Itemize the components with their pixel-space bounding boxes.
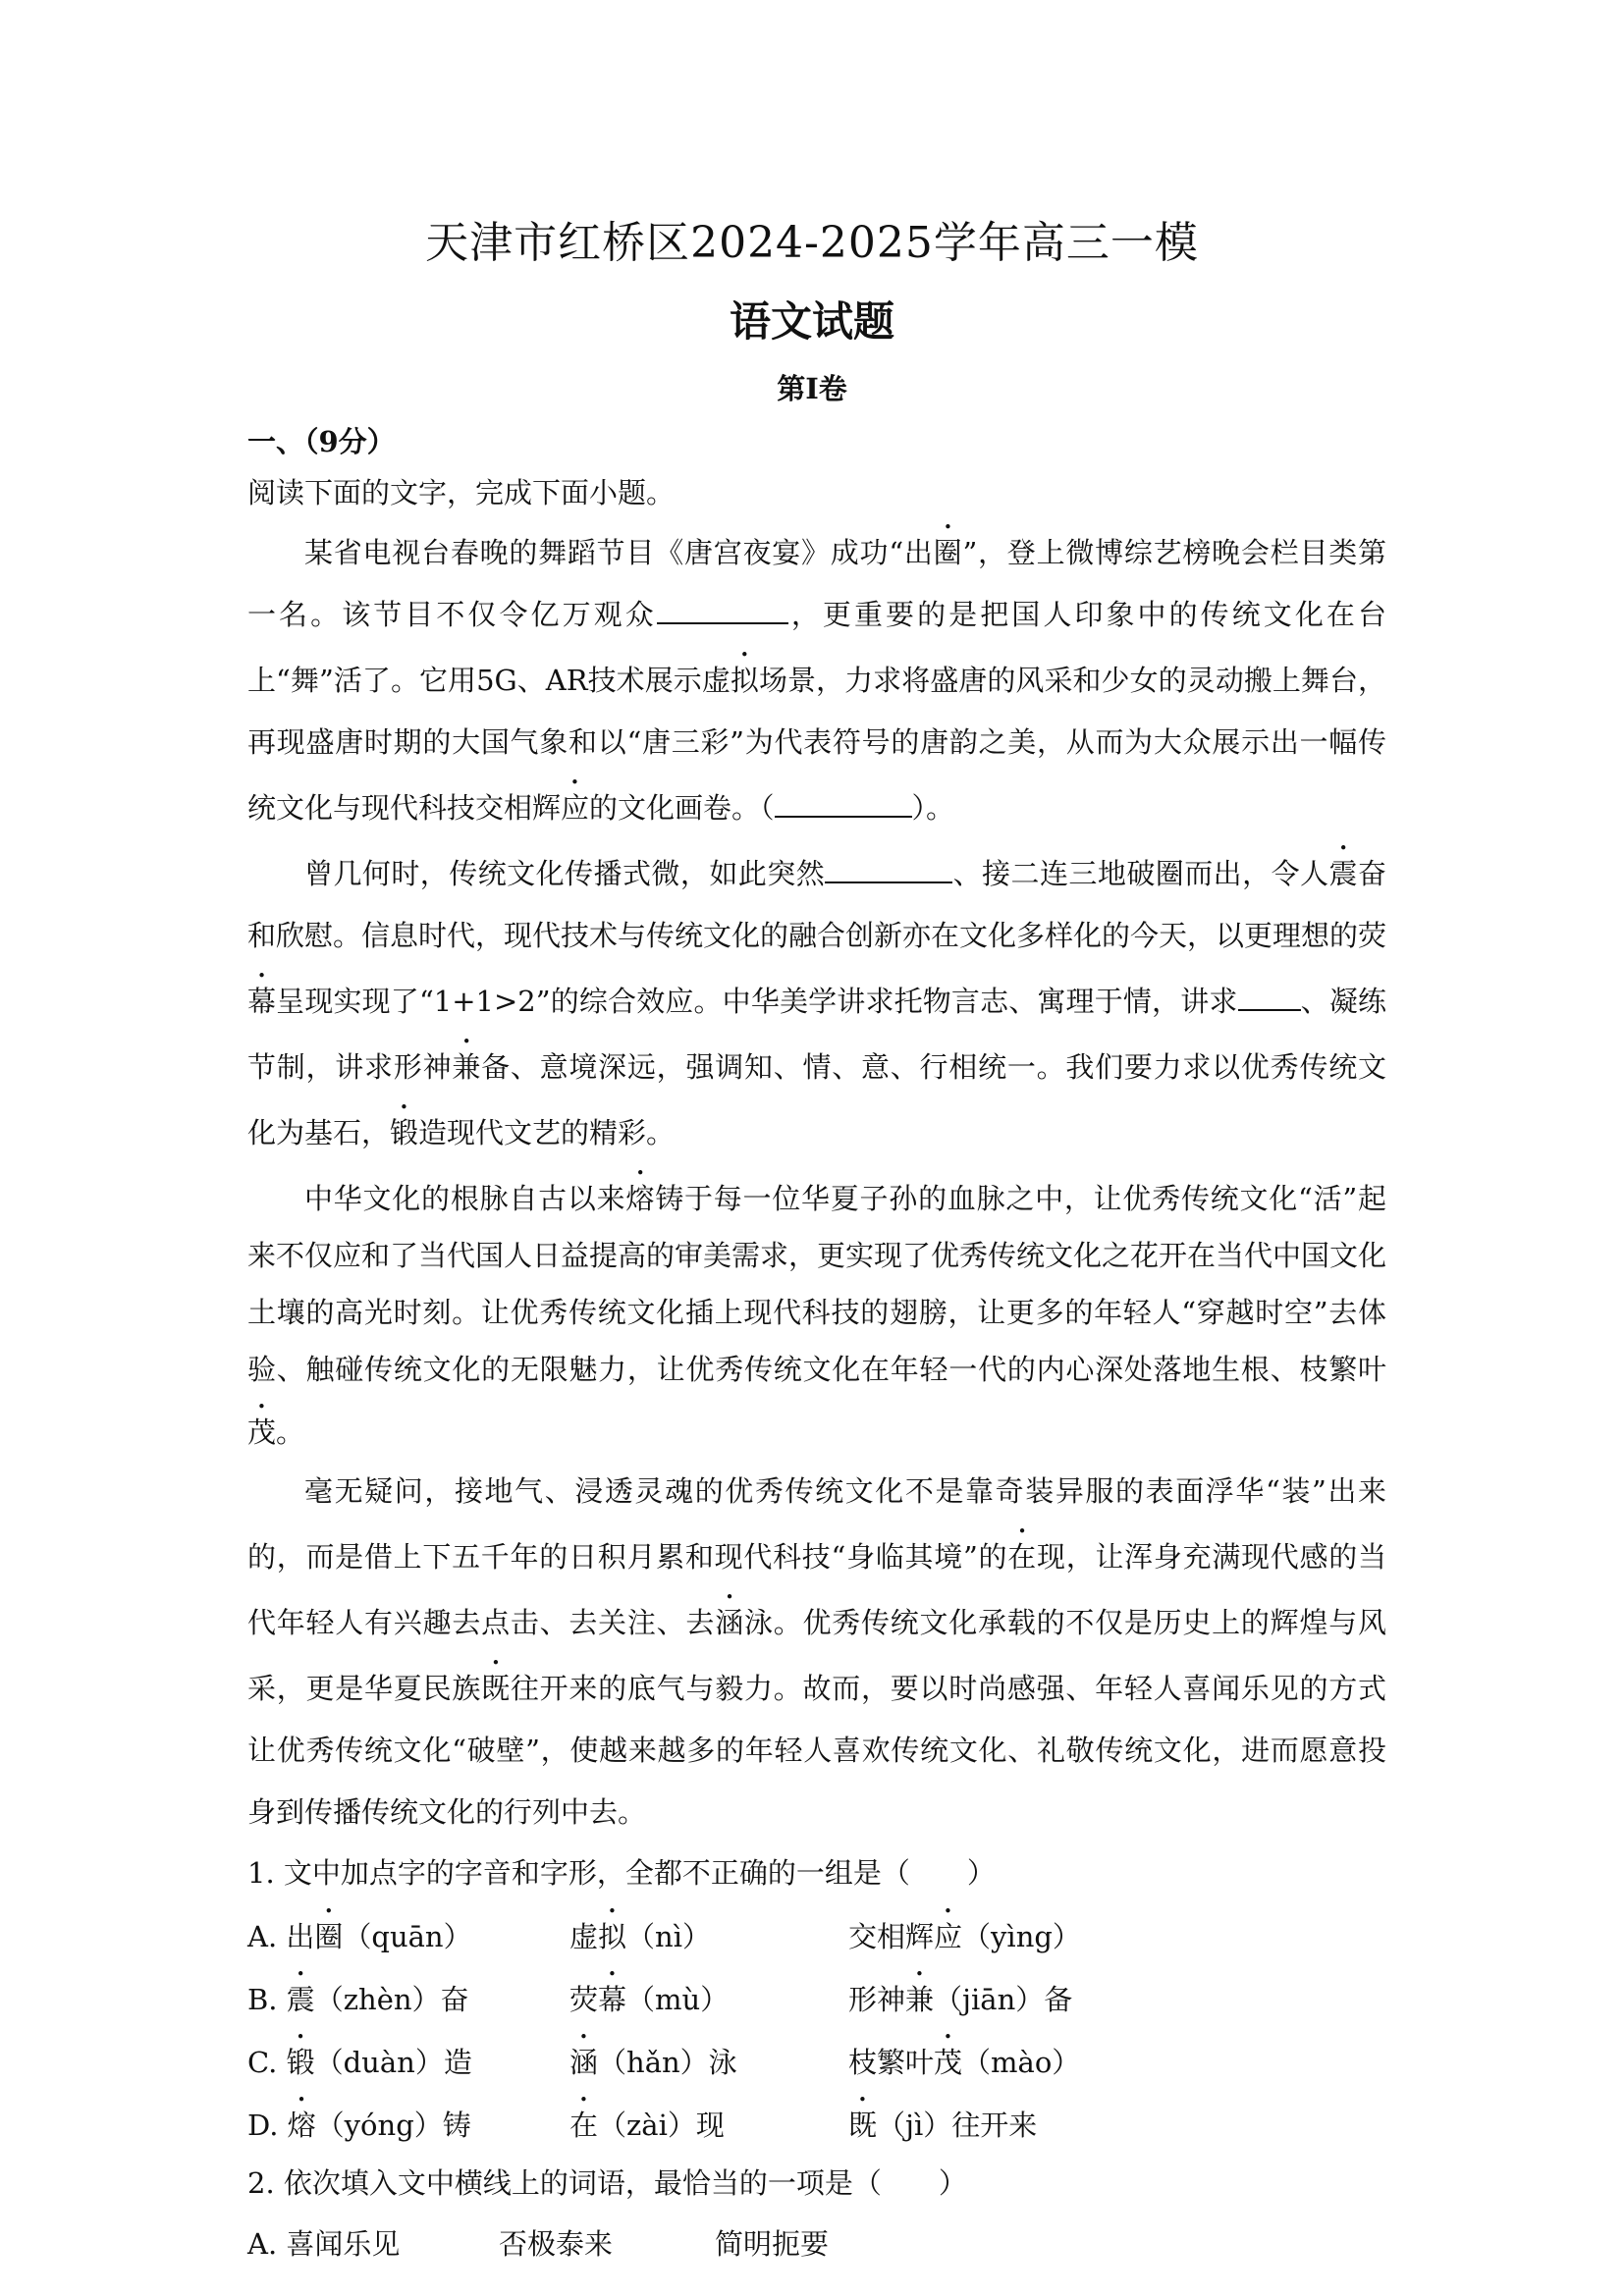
fill-blank-1 [657, 618, 788, 624]
exam-subtitle: 语文试题 [729, 297, 894, 346]
dotted-char: 震 [1328, 857, 1358, 890]
dotted-char: 涵 [569, 2046, 599, 2079]
dotted-char: 应 [934, 1920, 963, 1953]
question-1-stem: 1. 文中加点字的字音和字形，全都不正确的一组是（ ） [247, 1856, 996, 1890]
dotted-char: 在 [1007, 1540, 1037, 1574]
dotted-char: 锻 [286, 2046, 315, 2079]
passage-paragraph-1: 某省电视台春晚的舞蹈节目《唐宫夜宴》成功“出圈”，登上微博综艺榜晚会栏目类第一名。该节目不仅令亿万观众 ，更重要的是把国人印象中的传统文化在台上“舞”活了。它用5G、AR技术展示虚拟场景，力求将盛唐的风采和少女的灵动搬上舞台，再现盛唐时期的大国气象和以“唐三彩”为代表符号的唐韵之美，从而为大众展示出一幅传统文化与现代科技交相辉应的文化画卷。（ ）。 [247, 536, 1386, 825]
fill-blank-3 [1238, 1005, 1301, 1011]
question-2-stem: 2. 依次填入文中横线上的词语，最恰当的一项是（ ） [247, 2166, 967, 2200]
dotted-char: 涵 [715, 1606, 744, 1639]
dotted-char: 拟 [598, 1920, 627, 1953]
passage-paragraph-2: 曾几何时，传统文化传播式微，如此突然 、接二连三地破圈而出，令人震奋和欣慰。信息时代，现代技术与传统文化的融合创新亦在文化多样化的今天，以更理想的荧幕呈现实现了“1+1>2”的综合效应。中华美学讲求托物言志、寓理于情，讲求 、凝练节制，讲求形神兼备、意境深远，强调知、情、意、行相统一。我们要力求以优秀传统文化为基石，锻造现代文艺的精彩。 [247, 857, 1387, 1149]
exam-title: 天津市红桥区2024-2025学年高三一模 [425, 218, 1199, 268]
fill-blank-sentence [775, 812, 912, 818]
dotted-char: 熔 [287, 2109, 316, 2142]
dotted-char: 既 [848, 2109, 878, 2142]
passage-paragraph-4: 毫无疑问，接地气、浸透灵魂的优秀传统文化不是靠奇装异服的表面浮华“装”出来的，而是借上下五千年的日积月累和现代科技“身临其境”的在现，让浑身充满现代感的当代年轻人有兴趣去点击、去关注、去涵泳。优秀传统文化承载的不仅是历史上的辉煌与风采，更是华夏民族既往开来的底气与毅力。故而，要以时尚感强、年轻人喜闻乐见的方式让优秀传统文化“破壁”，使越来越多的年轻人喜欢传统文化、礼敬传统文化，进而愿意投身到传播传统文化的行列中去。 [247, 1474, 1386, 1829]
dotted-char: 拟 [730, 664, 759, 697]
question-1-option-b: B. 震（zhèn）奋 荧幕（mù） 形神兼（jiān）备 [247, 1983, 1073, 2016]
dotted-char: 应 [561, 791, 590, 825]
section-heading: 一、（9分） [247, 425, 396, 458]
dotted-char: 茂 [247, 1415, 277, 1449]
fill-blank-2 [825, 878, 952, 883]
dotted-char: 既 [481, 1672, 511, 1705]
section-instruction: 阅读下面的文字，完成下面小题。 [247, 476, 676, 509]
dotted-char: 圈 [314, 1920, 344, 1953]
dotted-char: 兼 [452, 1050, 482, 1084]
dotted-char: 在 [569, 2109, 599, 2142]
question-1-option-c: C. 锻（duàn）造 涵（hǎn）泳 枝繁叶茂（mào） [247, 2046, 1081, 2079]
passage-paragraph-3: 中华文化的根脉自古以来熔铸于每一位华夏子孙的血脉之中，让优秀传统文化“活”起来不仅应和了当代国人日益提高的审美需求，更实现了优秀传统文化之花开在当代中国文化土壤的高光时刻。让优秀传统文化插上现代科技的翅膀，让更多的年轻人“穿越时空”去体验、触碰传统文化的无限魅力，让优秀传统文化在年轻一代的内心深处落地生根、枝繁叶茂。 [247, 1182, 1387, 1449]
question-2-option-a: A. 喜闻乐见 否极泰来 简明扼要 [247, 2227, 830, 2261]
volume-label: 第Ⅰ卷 [777, 372, 847, 405]
dotted-char: 兼 [905, 1983, 935, 2016]
dotted-char: 圈 [933, 536, 963, 569]
dotted-char: 锻 [390, 1116, 419, 1149]
dotted-char: 熔 [625, 1182, 656, 1215]
dotted-char: 茂 [934, 2046, 963, 2079]
dotted-char: 幕 [247, 985, 277, 1018]
question-1-option-d: D. 熔（yóng）铸 在（zài）现 既（jì）往开来 [247, 2109, 1038, 2142]
dotted-char: 震 [286, 1983, 315, 2016]
question-1-option-a: A. 出圈（quān） 虚拟（nì） 交相辉应（yìng） [247, 1920, 1081, 1953]
exam-content [247, 416, 1386, 2275]
dotted-char: 幕 [598, 1983, 627, 2016]
